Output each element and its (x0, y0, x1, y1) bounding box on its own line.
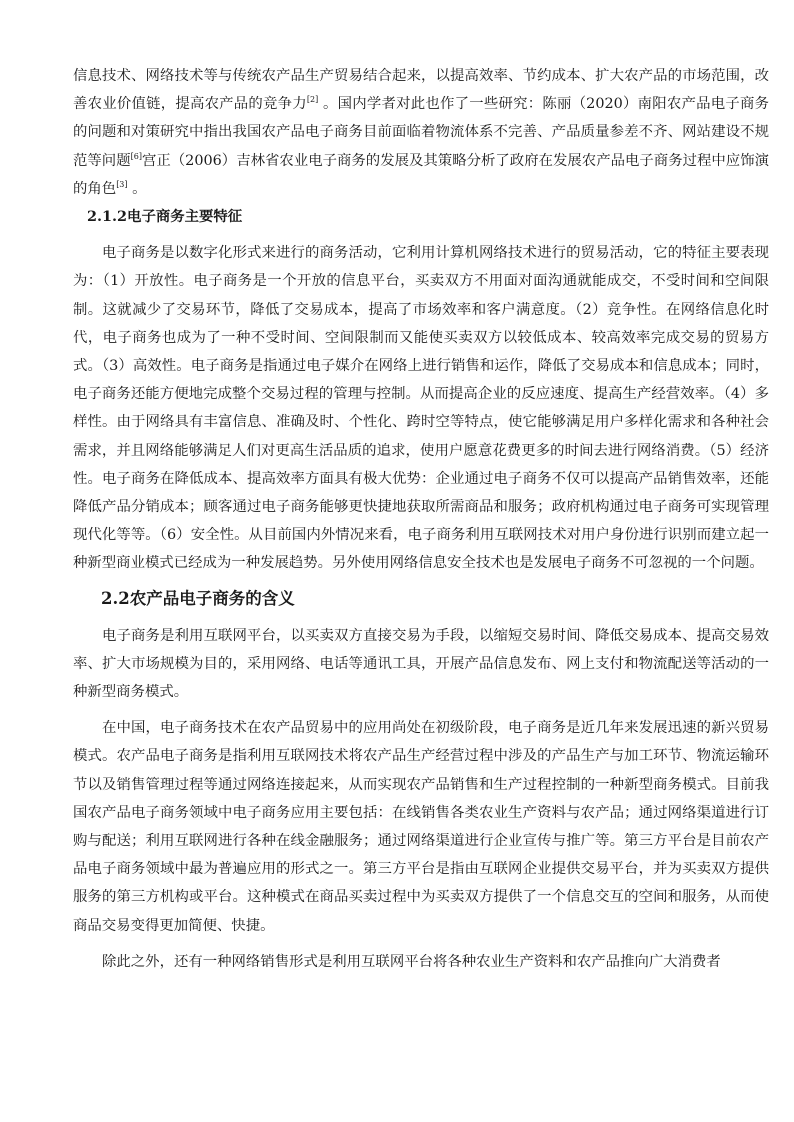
citation-2: [2] (306, 95, 319, 105)
paragraph-features: 电子商务是以数字化形式来进行的商务活动，它利用计算机网络技术进行的贸易活动，它的特征主要表现为：（1）开放性。电子商务是一个开放的信息平台，买卖双方不用面对面沟通就能成交，不受时间和空间限制。这就减少了交易环节，降低了交易成本，提高了市场效率和客户满意度。（2）竞争性。在网络信息化时代，电子商务也成为了一种不受时间、空间限制而又能使买卖双方以较低成本、较高效率完成交易的贸易方式。（3）高效性。电子商务是指通过电子媒介在网络上进行销售和运作，降低了交易成本和信息成本；同时，电子商务还能方便地完成整个交易过程的管理与控制。从而提高企业的反应速度、提高生产经营效率。（4）多样性。由于网络具有丰富信息、准确及时、个性化、跨时空等特点，使它能够满足用户多样化需求和各种社会需求，并且网络能够满足人们对更高生活品质的追求，使用户愿意花费更多的时间去进行网络消费。（5）经济性。电子商务在降低成本、提高效率方面具有极大优势：企业通过电子商务不仅可以提高产品销售效率，还能降低产品分销成本；顾客通过电子商务能够更快捷地获取所需商品和服务；政府机构通过电子商务可实现管理现代化等等。（6）安全性。从目前国内外情况来看，电子商务利用互联网技术对用户身份进行识别而建立起一种新型商业模式已经成为一种发展趋势。另外使用网络信息安全技术也是发展电子商务不可忽视的一个问题。 (73, 245, 769, 572)
citation-6: [6] (130, 151, 142, 161)
document-page (73, 62, 769, 976)
citation-3: [3] (116, 180, 128, 190)
paragraph-intro: 信息技术、网络技术等与传统农产品生产贸易结合起来，以提高效率、节约成本、扩大农产品的市场范围，改善农业价值链，提高农产品的竞争力[2] 。国内学者对此也作了一些研究：陈丽（2020）南阳农产品电子商务的问题和对策研究中指出我国农产品电子商务目前面临着物流体系不完善、产品质量参差不齐、网站建设不规范等问题[6]宫正（2006）吉林省农业电子商务的发展及其策略分析了政府在发展农产品电子商务过程中应饰演的角色[3] 。 (73, 68, 769, 197)
paragraph-china-status: 在中国，电子商务技术在农产品贸易中的应用尚处在初级阶段，电子商务是近几年来发展迅速的新兴贸易模式。农产品电子商务是指利用互联网技术将农产品生产经营过程中涉及的产品生产与加工环节、物流运输环节以及销售管理过程等通过网络连接起来，从而实现农产品销售和生产过程控制的一种新型商务模式。目前我国农产品电子商务领域中电子商务应用主要包括：在线销售各类农业生产资料与农产品；通过网络渠道进行订购与配送；利用互联网进行各种在线金融服务；通过网络渠道进行企业宣传与推广等。第三方平台是目前农产品电子商务领域中最为普遍应用的形式之一。第三方平台是指由互联网企业提供交易平台，并为买卖双方提供服务的第三方机构或平台。这种模式在商品买卖过程中为买卖双方提供了一个信息交互的空间和服务，从而使商品交易变得更加简便、快捷。 (73, 720, 769, 934)
section-heading-2-2: 2.2农产品电子商务的含义 (101, 588, 295, 608)
section-heading-2-1-2: 2.1.2电子商务主要特征 (87, 208, 243, 226)
paragraph-definition: 电子商务是利用互联网平台，以买卖双方直接交易为手段，以缩短交易时间、降低交易成本、提高交易效率、扩大市场规模为目的，采用网络、电话等通讯工具，开展产品信息发布、网上支付和物流配送等活动的一种新型商务模式。 (73, 627, 769, 701)
paragraph-other-forms: 除此之外，还有一种网络销售形式是利用互联网平台将各种农业生产资料和农产品推向广大消费者 (102, 953, 721, 970)
